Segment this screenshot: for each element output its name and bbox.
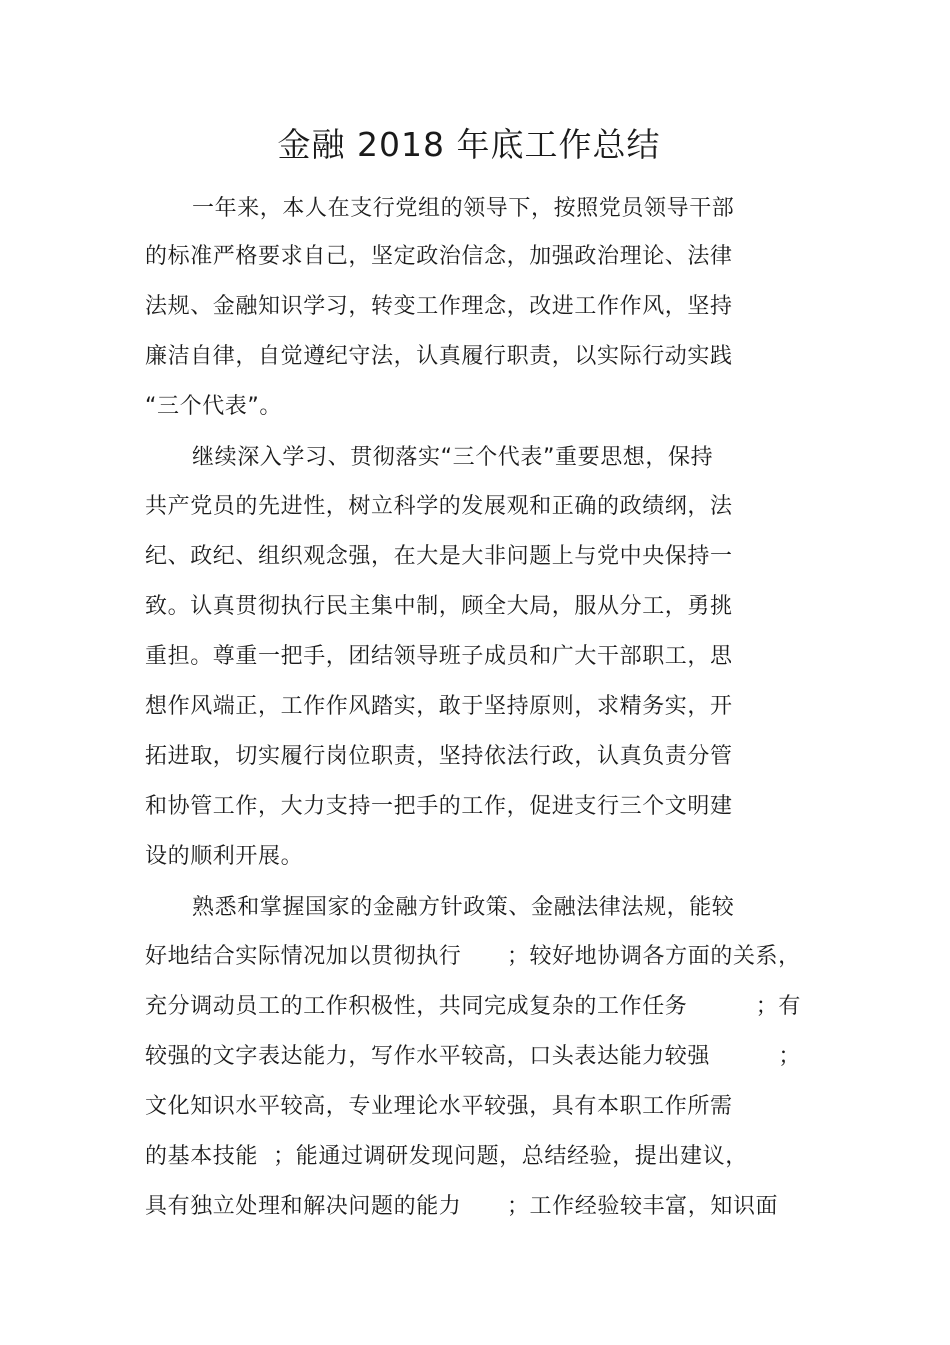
paragraph-1-line-5: “三个代表”。 [145, 394, 282, 419]
paragraph-2-line-6: 想作风端正，工作作风踏实，敢于坚持原则，求精务实，开 [145, 694, 733, 719]
paragraph-3-line-2: 好地结合实际情况加以贯彻执行 ；较好地协调各方面的关系， [145, 944, 801, 969]
paragraph-1-line-1: 一年来，本人在支行党组的领导下，按照党员领导干部 [192, 196, 735, 221]
paragraph-1-line-4: 廉洁自律，自觉遵纪守法，认真履行职责，以实际行动实践 [145, 344, 733, 369]
paragraph-2-line-4: 致。认真贯彻执行民主集中制，顾全大局，服从分工，勇挑 [145, 594, 733, 619]
document-title: 金融 2018 年底工作总结 [277, 125, 661, 164]
paragraph-3-line-7: 具有独立处理和解决问题的能力 ；工作经验较丰富，知识面 [145, 1194, 779, 1219]
paragraph-2-line-1: 继续深入学习、贯彻落实“三个代表”重要思想，保持 [192, 445, 714, 470]
paragraph-2-line-8: 和协管工作，大力支持一把手的工作，促进支行三个文明建 [145, 794, 733, 819]
paragraph-3-line-1: 熟悉和掌握国家的金融方针政策、金融法律法规，能较 [192, 895, 735, 920]
paragraph-3-line-5: 文化知识水平较高，专业理论水平较强，具有本职工作所需 [145, 1094, 733, 1119]
paragraph-3-line-3: 充分调动员工的工作积极性，共同完成复杂的工作任务 ；有 [145, 994, 801, 1019]
paragraph-3-line-6: 的基本技能 ；能通过调研发现问题，总结经验，提出建议， [145, 1144, 748, 1169]
paragraph-1-line-2: 的标准严格要求自己，坚定政治信念，加强政治理论、法律 [145, 244, 733, 269]
paragraph-2-line-7: 拓进取，切实履行岗位职责，坚持依法行政，认真负责分管 [145, 744, 733, 769]
paragraph-2-line-5: 重担。尊重一把手，团结领导班子成员和广大干部职工，思 [145, 644, 733, 669]
paragraph-2-line-9: 设的顺利开展。 [145, 844, 304, 869]
paragraph-2-line-2: 共产党员的先进性，树立科学的发展观和正确的政绩纲，法 [145, 494, 733, 519]
paragraph-2-line-3: 纪、政纪、组织观念强，在大是大非问题上与党中央保持一 [145, 544, 733, 569]
paragraph-1-line-3: 法规、金融知识学习，转变工作理念，改进工作作风，坚持 [145, 294, 733, 319]
paragraph-3-line-4: 较强的文字表达能力，写作水平较高，口头表达能力较强 ； [145, 1044, 801, 1069]
